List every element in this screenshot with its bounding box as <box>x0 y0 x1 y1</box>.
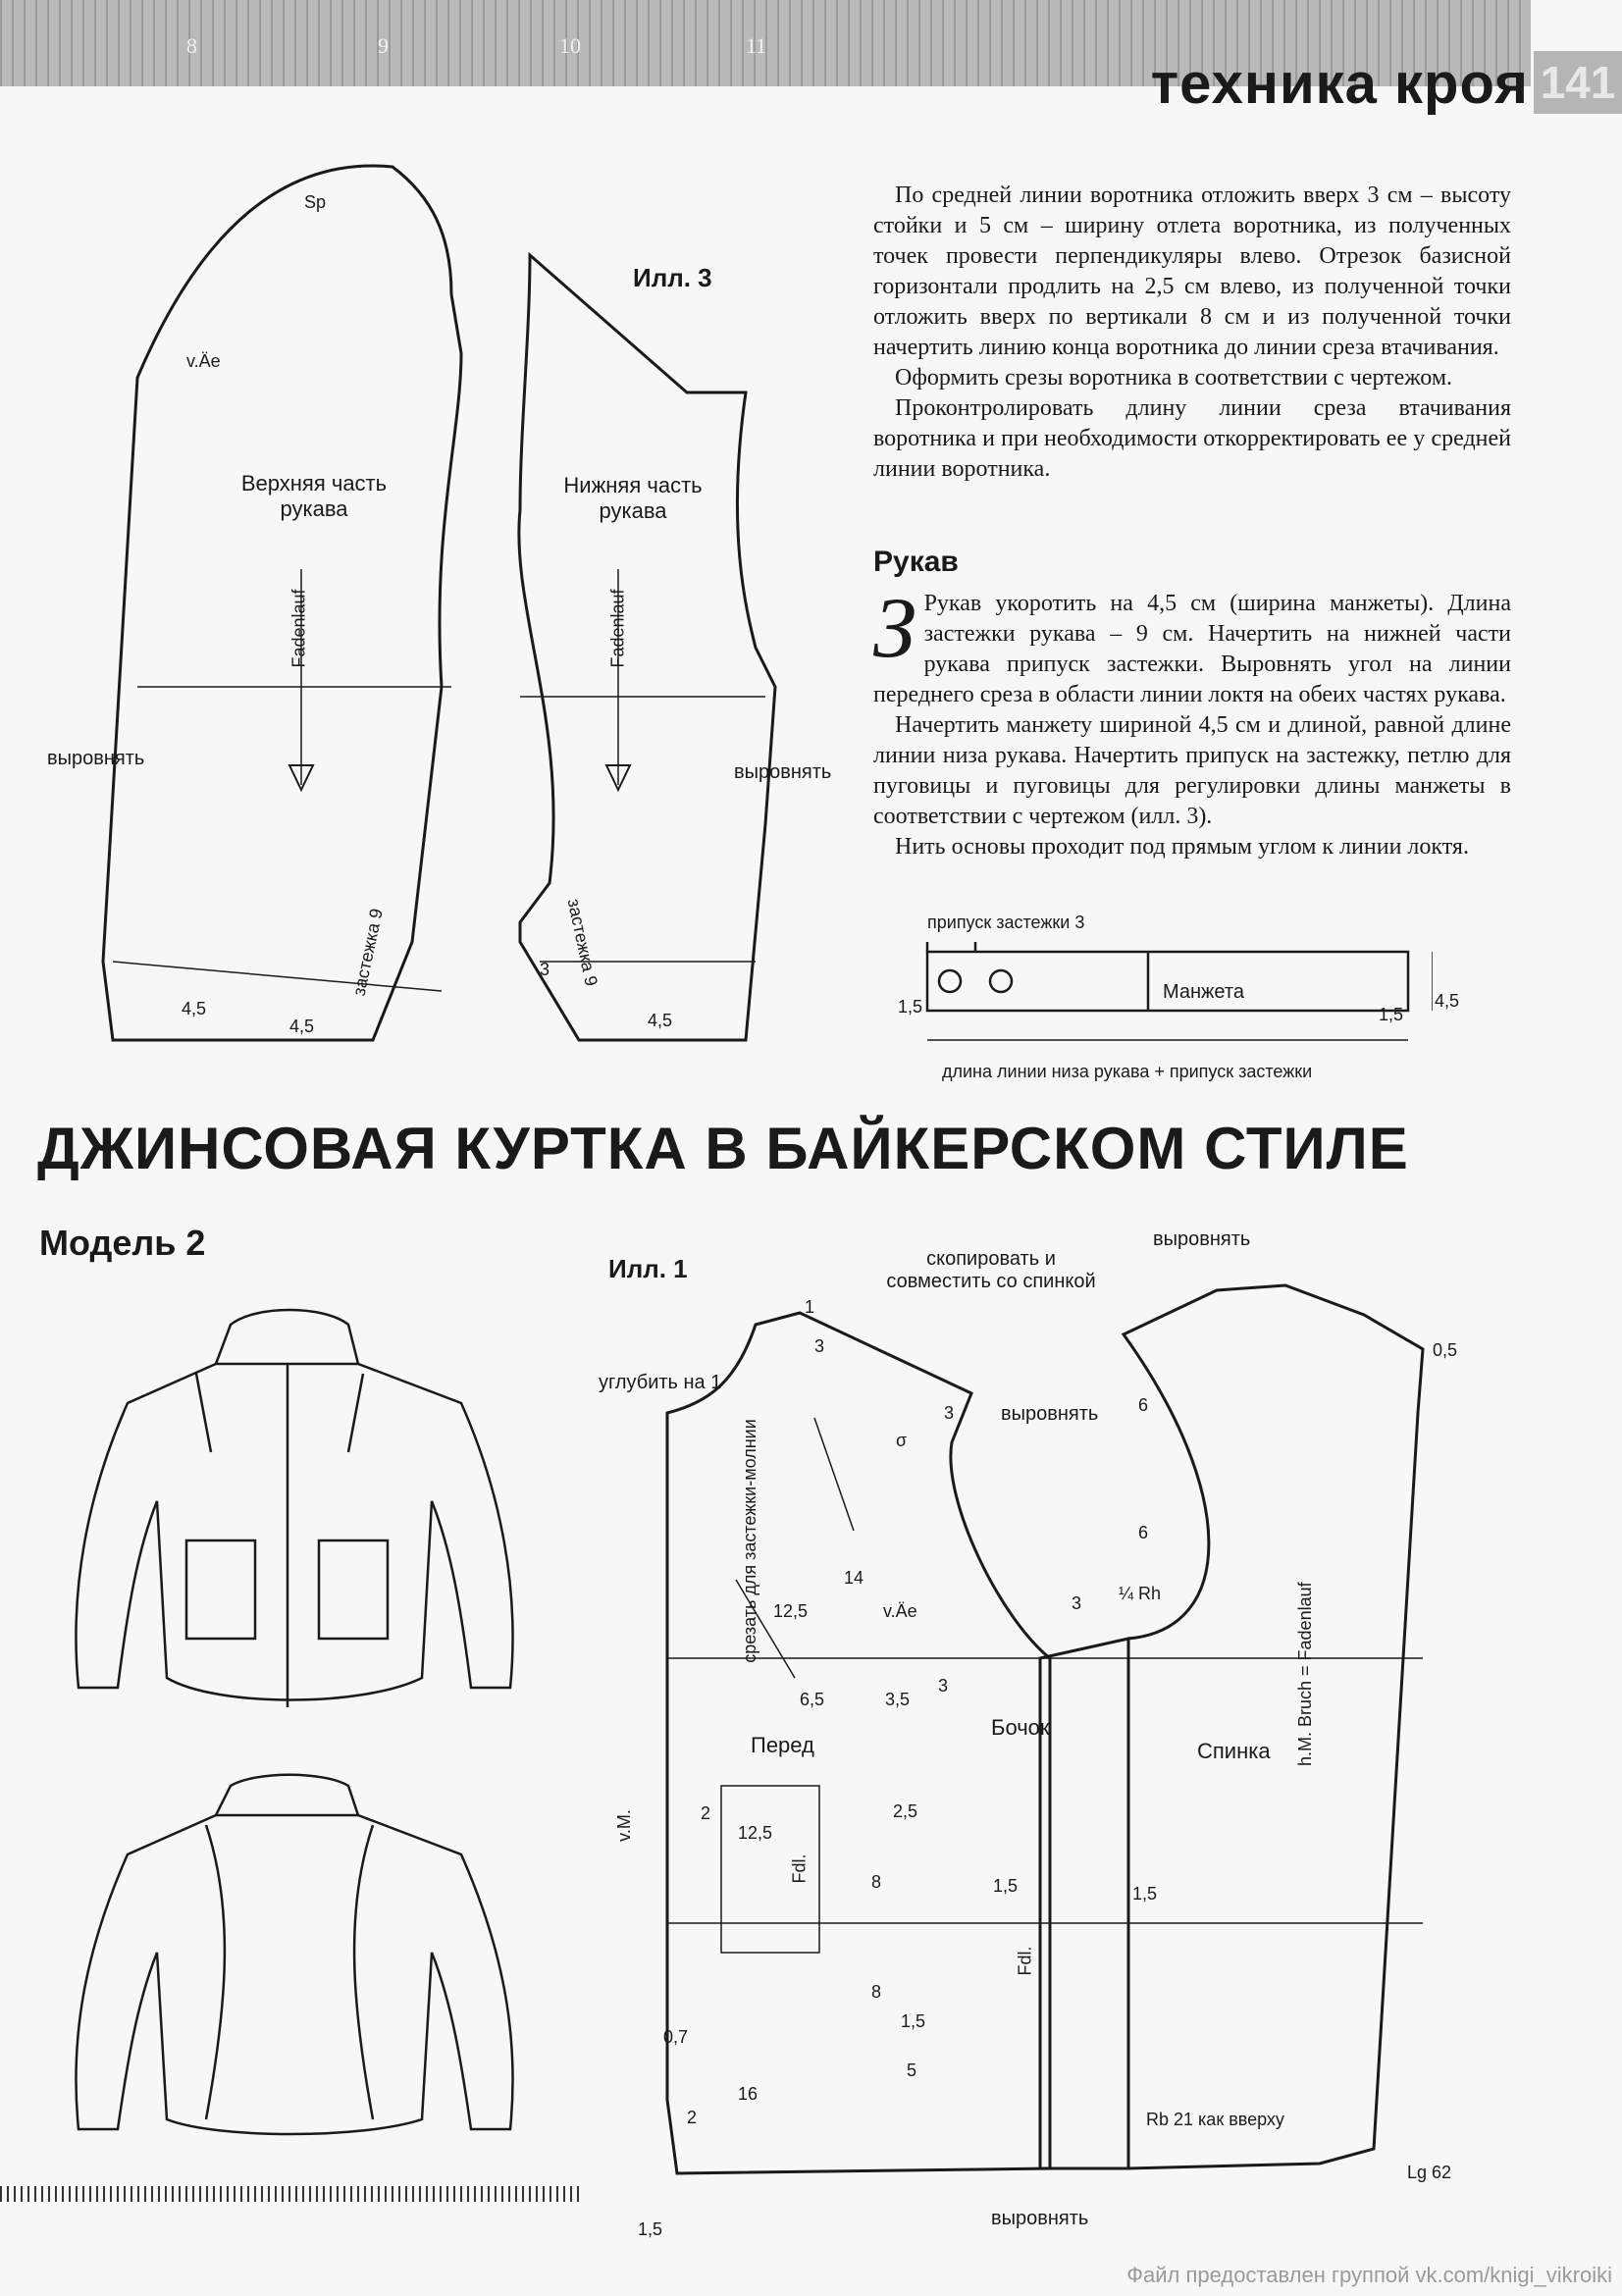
sleeve-pattern-drawing <box>0 137 863 1079</box>
ruler-tick: 9 <box>378 33 389 58</box>
zipper-cut-label: срезать для застежки-молнии <box>739 1419 759 1663</box>
drop-cap: З <box>873 581 916 676</box>
align-label: выровнять <box>1153 1228 1251 1250</box>
zip-label: застежка 9 <box>348 907 387 998</box>
dimension: 12,5 <box>738 1823 773 1843</box>
dimension: 3 <box>1072 1593 1082 1613</box>
vae-label: v.Äe <box>883 1601 917 1621</box>
cuff-name: Манжета <box>1163 981 1244 1003</box>
paragraph: Оформить срезы воротника в соответствии с чертежом. <box>895 365 1453 391</box>
front-label: Перед <box>751 1733 814 1757</box>
paragraph: Нить основы проходит под прямым углом к линии локтя. <box>895 834 1469 860</box>
dimension: 2 <box>687 2108 698 2127</box>
dimension: 1,5 <box>901 2011 926 2031</box>
rb-label: Rb 21 как вверху <box>1146 2110 1284 2129</box>
dimension: 1,5 <box>1379 1005 1404 1024</box>
jacket-back-sketch <box>59 1766 520 2159</box>
dimension: 1,5 <box>638 2219 663 2239</box>
section-heading: Рукав <box>873 546 959 578</box>
illustration-label: Илл. 3 <box>633 263 712 292</box>
intro-text <box>873 181 1511 485</box>
dimension: 4,5 <box>182 999 207 1018</box>
lg-label: Lg 62 <box>1407 2163 1452 2182</box>
dimension: 3 <box>540 960 550 979</box>
back-label: Спинка <box>1197 1739 1271 1763</box>
cuff-bottom-label: длина линии низа рукава + припуск застежки <box>942 1062 1313 1081</box>
grainline-label: Fadenlauf <box>607 589 628 668</box>
dimension: 1,5 <box>898 997 923 1017</box>
dimension: 16 <box>738 2084 759 2104</box>
dimension: 1,5 <box>1132 1884 1158 1904</box>
dimension: σ <box>896 1431 908 1450</box>
sp-label: Sp <box>304 192 327 212</box>
fdl-label: Fdl. <box>1015 1946 1035 1976</box>
cuff-top-label: припуск застежки 3 <box>927 913 1085 932</box>
page-header: техника кроя <box>1150 52 1529 116</box>
article-headline: ДЖИНСОВАЯ КУРТКА В БАЙКЕРСКОМ СТИЛЕ <box>37 1116 1409 1181</box>
vae-label: v.Äe <box>186 351 221 371</box>
hm-label: h.M. Bruch = Fadenlauf <box>1295 1582 1315 1766</box>
paragraph: По средней линии воротника отложить вверх 3 см – высоту стойки и 5 см – ширину отлета воротника, из полученных точек провести перпендикуляры влево. Отрезок базисной горизонтали продлить на 2,5 см влево, из полученной точки отложить вверх по вертикали 8 см и из полученной точки начертить линию конца воротника до линии среза втачивания. <box>873 183 1511 360</box>
ruler-tick: 8 <box>186 33 197 58</box>
dimension: 5 <box>907 2061 917 2080</box>
cuff-drawing <box>883 942 1433 1079</box>
dimension: 3,5 <box>885 1690 911 1709</box>
footer-barcode <box>0 2186 579 2202</box>
ruler-tick: 10 <box>559 33 581 58</box>
side-label: Бочок <box>991 1715 1050 1740</box>
dimension: 6 <box>1138 1523 1149 1542</box>
paragraph: Начертить манжету шириной 4,5 см и длиной, равной длине линии низа рукава. Начертить припуск на застежку, петлю для пуговицы и пуговицы для регулировки длины манжеты в соответствии с чертежом (илл. 3). <box>873 712 1511 829</box>
dimension: 4,5 <box>1435 991 1460 1011</box>
dimension: 4,5 <box>289 1017 315 1036</box>
deepen-label: углубить на 1 <box>599 1372 722 1393</box>
dimension: 12,5 <box>773 1601 809 1621</box>
align-label: выровнять <box>991 2208 1089 2229</box>
illustration-label: Илл. 1 <box>608 1254 688 1283</box>
paragraph: Рукав укоротить на 4,5 см (ширина манжеты). Длина застежки рукава – 9 см. Начертить на нижней части рукава припуск застежки. Выровнять угол на линии переднего среза в области линии локтя на обеих частях рукава. <box>873 591 1511 707</box>
page-number: 141 <box>1534 51 1622 114</box>
dimension: 3 <box>814 1336 825 1356</box>
dimension: 1,5 <box>993 1876 1019 1896</box>
dimension: 2 <box>701 1803 711 1823</box>
align-label: выровнять <box>734 761 832 783</box>
dimension: 8 <box>871 1872 882 1892</box>
paragraph: Проконтролировать длину линии среза втачивания воротника и при необходимости откорректировать ее у средней линии воротника. <box>873 395 1511 482</box>
dimension: 0,5 <box>1433 1340 1458 1360</box>
fdl-label: Fdl. <box>789 1853 810 1884</box>
dimension: 14 <box>844 1568 864 1588</box>
dimension: 1 <box>805 1297 815 1317</box>
dimension: 2,5 <box>893 1801 918 1821</box>
dimension: 6,5 <box>800 1690 825 1709</box>
ruler-tick: 11 <box>746 33 767 58</box>
model-label: Модель 2 <box>39 1223 206 1263</box>
dimension: 6 <box>1138 1395 1149 1415</box>
grainline-label: Fadenlauf <box>288 589 309 668</box>
sleeve-text <box>873 581 1511 862</box>
dimension: 0,7 <box>663 2027 689 2047</box>
align-label: выровнять <box>47 748 145 769</box>
credit-line: Файл предоставлен группой vk.com/knigi_vikroiki <box>1126 2263 1612 2287</box>
dimension: 3 <box>944 1403 955 1423</box>
rh-label: ¼ Rh <box>1119 1584 1162 1603</box>
copy-note: скопировать и совместить со спинкой <box>886 1248 1096 1292</box>
dimension: 3 <box>938 1676 949 1696</box>
dimension: 4,5 <box>648 1011 673 1030</box>
vm-label: v.M. <box>613 1809 634 1842</box>
jacket-front-sketch <box>59 1295 520 1747</box>
zip-label: застежка 9 <box>563 897 602 988</box>
upper-sleeve-label: Верхняя часть рукава <box>240 471 388 521</box>
dimension: 8 <box>871 1982 882 2002</box>
align-label: выровнять <box>1001 1403 1099 1425</box>
lower-sleeve-label: Нижняя часть рукава <box>563 473 703 523</box>
